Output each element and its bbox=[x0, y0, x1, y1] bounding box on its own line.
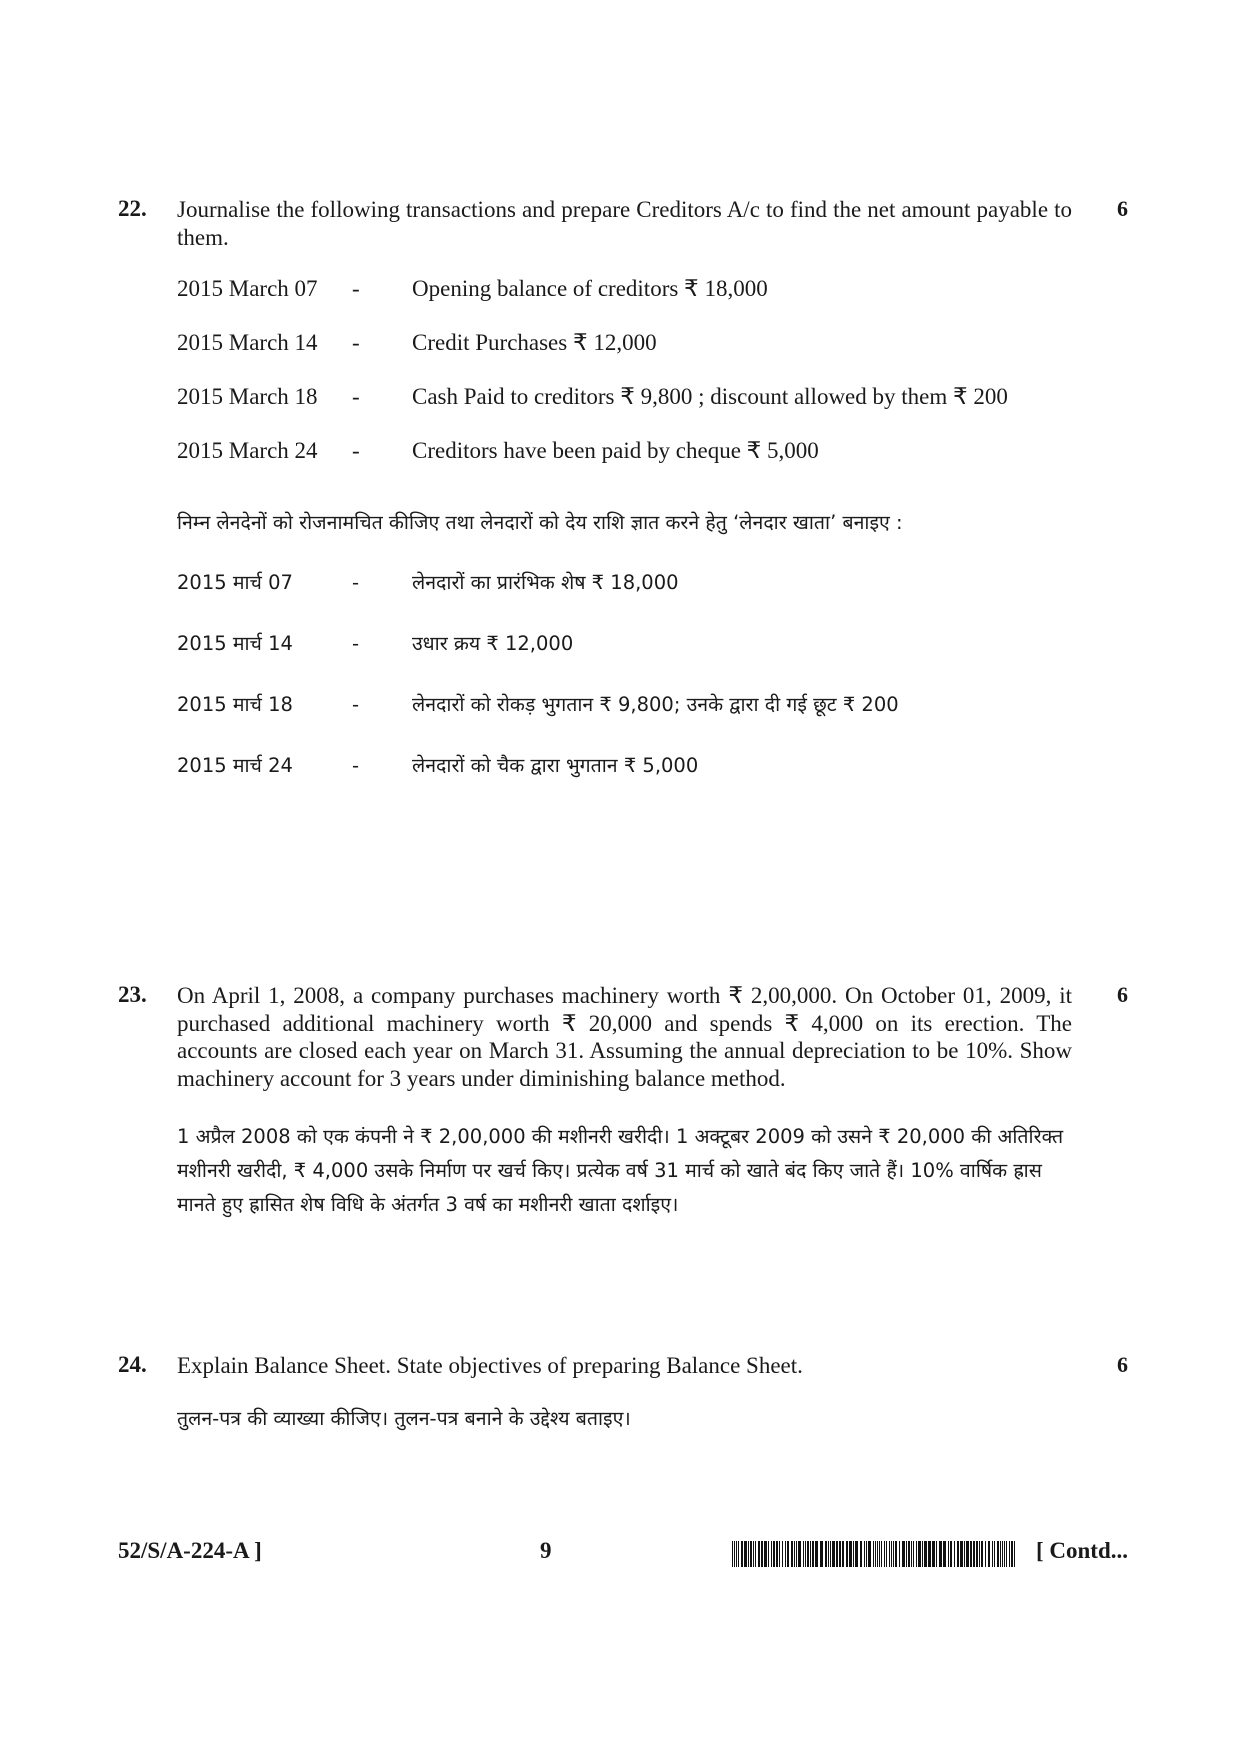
barcode-bar bbox=[753, 1541, 754, 1567]
transaction-row bbox=[177, 568, 1128, 629]
transaction-desc: उधार क्रय ₹ 12,000 bbox=[412, 632, 574, 655]
barcode-bar bbox=[1011, 1541, 1013, 1567]
transaction-desc: Creditors have been paid by cheque ₹ 5,000 bbox=[412, 438, 819, 463]
question-text-hi: निम्न लेनदेनों को रोजनामचित कीजिए तथा लेनदारों को देय राशि ज्ञात करने हेतु ‘लेनदार खाता’ बनाइए : bbox=[177, 511, 903, 534]
transaction-dash: - bbox=[352, 438, 360, 463]
barcode-bar bbox=[979, 1541, 980, 1567]
barcode-bar bbox=[779, 1541, 780, 1567]
barcode-bar bbox=[893, 1541, 894, 1567]
barcode-bar bbox=[916, 1541, 917, 1567]
transaction-desc: Credit Purchases ₹ 12,000 bbox=[412, 330, 657, 355]
transaction-row bbox=[177, 629, 1128, 690]
transaction-desc: Cash Paid to creditors ₹ 9,800 ; discount allowed by them ₹ 200 bbox=[412, 384, 1008, 409]
barcode-bar bbox=[748, 1541, 749, 1567]
barcode-bar bbox=[1002, 1541, 1003, 1567]
barcode-bar bbox=[1014, 1541, 1015, 1567]
barcode-bar bbox=[732, 1541, 733, 1567]
barcode-bar bbox=[973, 1541, 975, 1567]
barcode-bar bbox=[750, 1541, 752, 1567]
question-text-hi: 1 अप्रैल 2008 को एक कंपनी ने ₹ 2,00,000 की मशीनरी खरीदी। 1 अक्टूबर 2009 को उसने ₹ 20,000 की अतिरिक्त मशीनरी खरीदी, ₹ 4,000 उसके निर्माण पर खर्च किए। प्रत्येक वर्ष 31 मार्च को खाते बंद किए जाते हैं। 10% वार्षिक ह्रास मानते हुए ह्रासित शेष विधि के अंतर्गत 3 वर्ष का मशीनरी खाता दर्शाइए। bbox=[177, 1125, 1064, 1216]
barcode-bar bbox=[782, 1541, 783, 1567]
transaction-date: 2015 मार्च 07 bbox=[177, 571, 293, 594]
transaction-date: 2015 March 14 bbox=[177, 330, 318, 355]
barcode-bar bbox=[966, 1541, 969, 1567]
barcode-bar bbox=[832, 1541, 835, 1567]
page-footer bbox=[118, 1538, 1128, 1578]
barcode-bar bbox=[794, 1541, 795, 1567]
question-text-en: Journalise the following transactions and prepare Creditors A/c to find the net amount payable to them. bbox=[177, 197, 1072, 250]
barcode-bar bbox=[820, 1541, 823, 1567]
barcode-bar bbox=[906, 1541, 907, 1567]
barcode-bar bbox=[807, 1541, 809, 1567]
question-marks: 6 bbox=[1117, 1352, 1128, 1377]
question-marks: 6 bbox=[1117, 196, 1128, 221]
barcode-bar bbox=[836, 1541, 838, 1567]
barcode-bar bbox=[881, 1541, 882, 1567]
barcode-bar bbox=[815, 1541, 818, 1567]
transaction-row bbox=[177, 330, 1128, 384]
barcode-bar bbox=[744, 1541, 747, 1567]
barcode-bar bbox=[758, 1541, 760, 1567]
question-number: 22. bbox=[118, 196, 147, 221]
barcode-bar bbox=[879, 1541, 880, 1567]
barcode-bar bbox=[939, 1541, 942, 1567]
barcode-bar bbox=[810, 1541, 811, 1567]
barcode-bar bbox=[773, 1541, 775, 1567]
transaction-dash: - bbox=[352, 571, 360, 594]
transaction-dash: - bbox=[352, 330, 360, 355]
barcode-bar bbox=[755, 1541, 756, 1567]
barcode-bar bbox=[964, 1541, 965, 1567]
question-text-en: Explain Balance Sheet. State objectives of preparing Balance Sheet. bbox=[177, 1353, 803, 1378]
transaction-dash: - bbox=[352, 276, 360, 301]
transaction-dash: - bbox=[352, 693, 360, 716]
barcode-bar bbox=[899, 1541, 900, 1567]
barcode-bar bbox=[992, 1541, 993, 1567]
transaction-desc: लेनदारों को चैक द्वारा भुगतान ₹ 5,000 bbox=[412, 754, 699, 777]
barcode-bar bbox=[830, 1541, 831, 1567]
barcode-bar bbox=[918, 1541, 921, 1567]
barcode-bar bbox=[796, 1541, 797, 1567]
barcode-bar bbox=[853, 1541, 854, 1567]
transaction-dash: - bbox=[352, 754, 360, 777]
question-23 bbox=[118, 982, 1128, 1222]
barcode-bar bbox=[741, 1541, 743, 1567]
barcode-bar bbox=[828, 1541, 829, 1567]
transaction-row bbox=[177, 384, 1128, 438]
barcode-bar bbox=[928, 1541, 931, 1567]
barcode-bar bbox=[884, 1541, 885, 1567]
barcode-bar bbox=[976, 1541, 978, 1567]
barcode-bar bbox=[1006, 1541, 1007, 1567]
barcode-bar bbox=[860, 1541, 862, 1567]
question-22 bbox=[118, 196, 1128, 812]
barcode-bar bbox=[764, 1541, 767, 1567]
barcode-bar bbox=[1000, 1541, 1001, 1567]
barcode-bar bbox=[943, 1541, 946, 1567]
barcode-bar bbox=[798, 1541, 801, 1567]
barcode-bar bbox=[913, 1541, 914, 1567]
barcode-bar bbox=[936, 1541, 937, 1567]
transaction-date: 2015 March 18 bbox=[177, 384, 318, 409]
barcode-bar bbox=[950, 1541, 952, 1567]
barcode-bar bbox=[1009, 1541, 1010, 1567]
barcode-bar bbox=[868, 1541, 871, 1567]
transaction-date: 2015 मार्च 14 bbox=[177, 632, 293, 655]
question-marks: 6 bbox=[1117, 982, 1128, 1007]
barcode-bar bbox=[985, 1541, 986, 1567]
question-text-en: On April 1, 2008, a company purchases machinery worth ₹ 2,00,000. On October 01, 2009, it purchased additional machinery worth ₹ 20,000 and spends ₹ 4,000 on its erection. The accounts are closed each year on March 31. Assuming the annual depreciation to be 10%. Show machinery account for 3 years under diminishing balance method. bbox=[177, 983, 1072, 1091]
barcode-bar bbox=[922, 1541, 923, 1567]
barcode-bar bbox=[911, 1541, 912, 1567]
barcode-bar bbox=[886, 1541, 887, 1567]
transaction-desc: Opening balance of creditors ₹ 18,000 bbox=[412, 276, 768, 301]
barcode-bar bbox=[891, 1541, 892, 1567]
barcode-bar bbox=[895, 1541, 897, 1567]
barcode-bar bbox=[738, 1541, 739, 1567]
barcode-bar bbox=[855, 1541, 858, 1567]
transaction-row bbox=[177, 276, 1128, 330]
barcode-bar bbox=[866, 1541, 867, 1567]
paper-code: 52/S/A-224-A ] bbox=[118, 1538, 262, 1563]
barcode-bar bbox=[771, 1541, 772, 1567]
barcode-bar bbox=[1004, 1541, 1005, 1567]
transaction-row bbox=[177, 751, 1128, 812]
barcode-bar bbox=[877, 1541, 878, 1567]
barcode-bar bbox=[981, 1541, 983, 1567]
question-text-hi: तुलन-पत्र की व्याख्या कीजिए। तुलन-पत्र बनाने के उद्देश्य बताइए। bbox=[177, 1406, 631, 1430]
barcode-bar bbox=[889, 1541, 890, 1567]
barcode-bar bbox=[812, 1541, 814, 1567]
barcode-bar bbox=[988, 1541, 990, 1567]
barcode-bar bbox=[954, 1541, 955, 1567]
barcode-bar bbox=[776, 1541, 778, 1567]
barcode-bar bbox=[787, 1541, 789, 1567]
barcode-bar bbox=[768, 1541, 769, 1567]
barcode-bar bbox=[805, 1541, 806, 1567]
continued-label: [ Contd... bbox=[1035, 1538, 1128, 1563]
barcode-bar bbox=[803, 1541, 804, 1567]
barcode-bar bbox=[791, 1541, 793, 1567]
question-number: 23. bbox=[118, 982, 147, 1007]
transaction-dash: - bbox=[352, 632, 360, 655]
transaction-date: 2015 मार्च 18 bbox=[177, 693, 293, 716]
barcode-bar bbox=[734, 1541, 735, 1567]
barcode-bar bbox=[957, 1541, 959, 1567]
barcode-bar bbox=[873, 1541, 874, 1567]
barcode-bar bbox=[948, 1541, 949, 1567]
barcode-bar bbox=[997, 1541, 999, 1567]
barcode-bar bbox=[875, 1541, 876, 1567]
barcode-bar bbox=[924, 1541, 927, 1567]
question-24 bbox=[118, 1352, 1128, 1436]
barcode-bar bbox=[864, 1541, 865, 1567]
barcode-bar bbox=[825, 1541, 827, 1567]
barcode-bar bbox=[902, 1541, 905, 1567]
transaction-date: 2015 March 24 bbox=[177, 438, 318, 463]
barcode-bar bbox=[736, 1541, 737, 1567]
transaction-row bbox=[177, 690, 1128, 751]
barcode-bar bbox=[839, 1541, 841, 1567]
barcode-bar bbox=[761, 1541, 763, 1567]
transaction-date: 2015 March 07 bbox=[177, 276, 318, 301]
barcode-bar bbox=[994, 1541, 995, 1567]
barcode-bar bbox=[842, 1541, 844, 1567]
barcode-image bbox=[732, 1541, 1016, 1567]
transaction-dash: - bbox=[352, 384, 360, 409]
transaction-list-hi bbox=[177, 568, 1128, 812]
barcode-bar bbox=[785, 1541, 786, 1567]
transaction-date: 2015 मार्च 24 bbox=[177, 754, 293, 777]
transaction-list-en bbox=[177, 276, 1128, 492]
barcode-bar bbox=[970, 1541, 972, 1567]
page-number: 9 bbox=[540, 1538, 552, 1563]
question-number: 24. bbox=[118, 1352, 147, 1377]
barcode-bar bbox=[849, 1541, 852, 1567]
barcode-bar bbox=[908, 1541, 910, 1567]
barcode-bar bbox=[960, 1541, 963, 1567]
transaction-desc: लेनदारों को रोकड़ भुगतान ₹ 9,800; उनके द्वारा दी गई छूट ₹ 200 bbox=[412, 693, 899, 716]
transaction-desc: लेनदारों का प्रारंभिक शेष ₹ 18,000 bbox=[412, 571, 679, 594]
transaction-row bbox=[177, 438, 1128, 492]
barcode-bar bbox=[932, 1541, 935, 1567]
barcode-bar bbox=[846, 1541, 848, 1567]
